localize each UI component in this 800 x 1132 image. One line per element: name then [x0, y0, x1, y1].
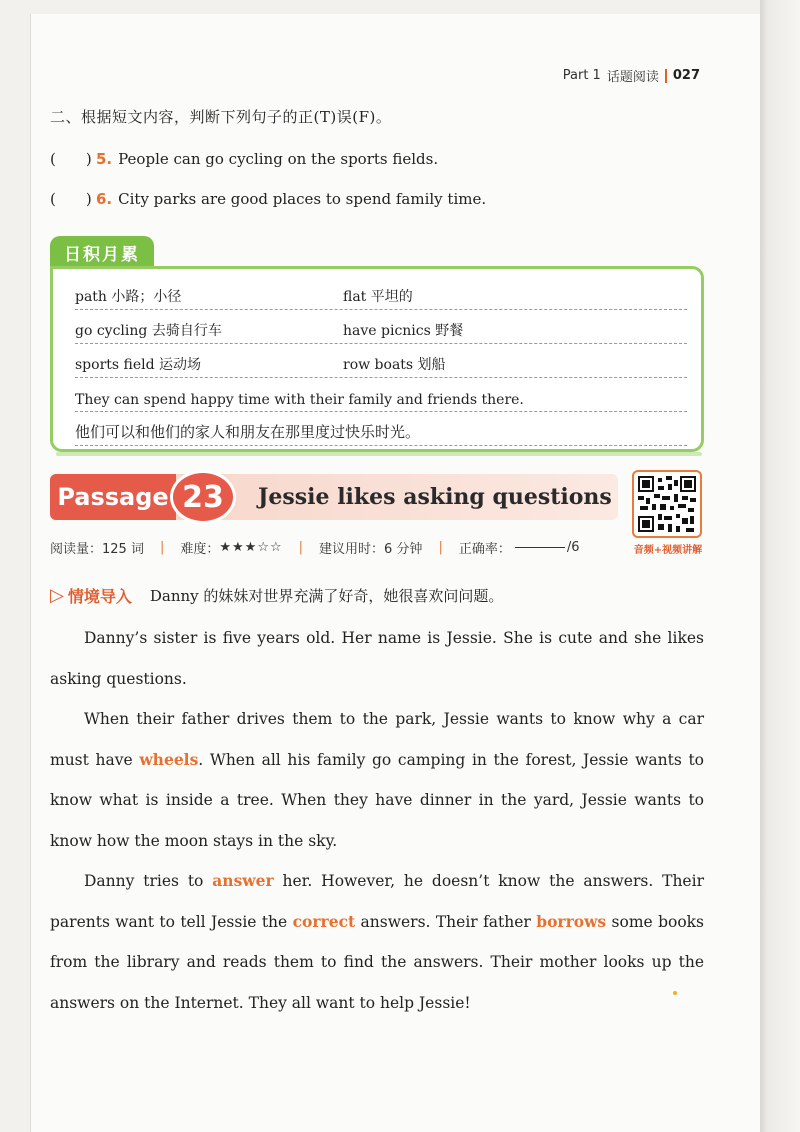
decorative-dot: [673, 991, 677, 995]
keyword-answer: answer: [212, 871, 274, 890]
paragraph-3: Danny tries to answer her. However, he doesn’t know the answers. Their parents want to tell Jessie the correct answers. Their father borrows some books from the library and reads them to find the answers. Their mother looks up the answers on the Internet. They all want to help Jessie!: [50, 871, 705, 1012]
intro-line: [50, 584, 503, 607]
question-text: People can go cycling on the sports fields.: [118, 150, 439, 168]
vocab-entry: row boats 划船: [343, 357, 446, 373]
question-number: 6.: [96, 190, 113, 208]
exercise-title: 二、根据短文内容，判断下列句子的正(T)误(F)。: [50, 108, 392, 126]
vocab-entry: flat 平坦的: [343, 289, 413, 305]
question-text: City parks are good places to spend family time.: [118, 190, 487, 208]
play-arrow-icon: ▷: [50, 585, 64, 606]
vocab-entry: sports field 运动场: [75, 357, 202, 373]
header-separator: [665, 69, 667, 83]
qr-code-icon: [638, 476, 696, 532]
passage-label: Passage: [50, 474, 176, 520]
keyword-borrows: borrows: [536, 911, 607, 931]
vocab-shadow: [56, 452, 702, 456]
paragraph-1: Danny’s sister is five years old. Her name is Jessie. She is cute and she likes asking questions.: [50, 629, 704, 688]
word-count: 阅读量：125 词: [50, 542, 144, 557]
accuracy-label: 正确率：: [458, 542, 511, 557]
passage-title: Jessie likes asking questions: [258, 484, 612, 510]
intro-text: Danny 的妹妹对世界充满了好奇，她很喜欢问问题。: [149, 587, 504, 605]
meta-separator: |: [438, 540, 443, 555]
vocab-row: [75, 277, 687, 310]
page-edge: [760, 0, 800, 1132]
passage-body: [50, 618, 704, 1023]
answer-blank[interactable]: ( ): [50, 150, 92, 168]
vocab-entry: go cycling 去骑自行车: [75, 323, 222, 339]
difficulty-label: 难度：: [180, 542, 220, 557]
paragraph-2: When their father drives them to the park, Jessie wants to know why a car must have wheels. When all his family go camping in the forest, Jessie wants to know what is inside a tree. When they have dinner in the yard, Jessie wants to know how the moon stays in the sky.: [50, 710, 705, 850]
page-header: [563, 66, 700, 85]
vocab-tab: 日积月累: [50, 236, 154, 268]
meta-separator: |: [298, 540, 304, 555]
passage-number: 23: [170, 470, 236, 524]
page-number: 027: [672, 68, 700, 83]
keyword-wheels: wheels: [139, 749, 199, 769]
header-section: 话题阅读: [606, 70, 659, 85]
keyword-correct: correct: [292, 911, 356, 931]
suggested-time: 建议用时：6 分钟: [319, 542, 423, 557]
question-number: 5.: [96, 150, 113, 168]
vocab-row: [75, 311, 687, 344]
difficulty-stars-icon: ★★★☆☆: [219, 540, 283, 555]
vocab-sentence-en: They can spend happy time with their family and friends there.: [75, 379, 687, 412]
answer-blank[interactable]: ( ): [50, 190, 92, 208]
vocab-sentence-zh: 他们可以和他们的家人和朋友在那里度过快乐时光。: [75, 413, 687, 446]
qr-caption: 音频+视频讲解: [633, 545, 703, 556]
meta-separator: |: [159, 540, 165, 555]
vocab-entry: have picnics 野餐: [343, 323, 464, 339]
tf-item-5: [50, 148, 438, 169]
accuracy-total: /6: [566, 540, 580, 555]
intro-label: 情境导入: [67, 587, 132, 606]
tf-item-6: [50, 188, 486, 209]
qr-code[interactable]: [632, 470, 702, 538]
vocab-entry: path 小路；小径: [75, 289, 182, 305]
vocab-box: [50, 266, 704, 452]
header-part: Part 1: [562, 68, 601, 83]
accuracy-blank[interactable]: [515, 547, 565, 548]
reading-meta: [50, 538, 580, 557]
vocab-row: [75, 345, 687, 378]
